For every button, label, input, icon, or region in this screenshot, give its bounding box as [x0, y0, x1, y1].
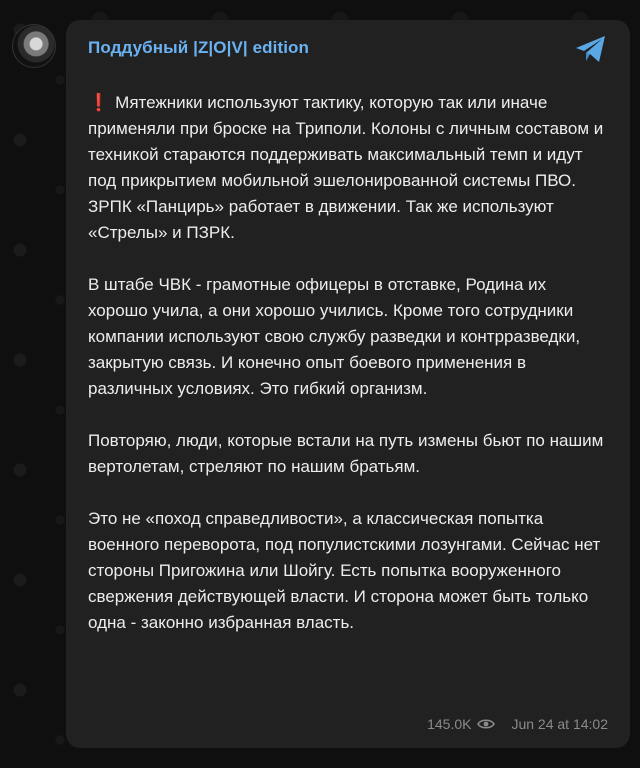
message-text — [88, 90, 610, 636]
timestamp: Jun 24 at 14:02 — [511, 716, 608, 732]
channel-name[interactable]: Поддубный |Z|O|V| edition — [88, 38, 309, 57]
views-counter — [427, 716, 495, 732]
paragraph-text: Мятежники используют тактику, которую так или иначе применяли при броске на Триполи. Колоны с личным составом и техникой стараются поддерживать максимальный темп и идут под прикрытием мобильной эшелонированной системы ПВО. ЗРПК «Панцирь» работает в движении. Так же используют «Стрелы» и ПЗРК. — [88, 93, 604, 242]
paragraph: Это не «поход справедливости», а классическая попытка военного переворота, под популистскими лозунгами. Сейчас нет стороны Пригожина или Шойгу. Есть попытка вооруженного свержения действующей власти. И сторона может быть только одна - законно избранная власть. — [88, 509, 601, 632]
message-meta — [427, 716, 608, 732]
paragraph: Повторяю, люди, которые встали на путь измены бьют по нашим вертолетам, стреляют по нашим братьям. — [88, 431, 604, 476]
eye-icon — [477, 718, 495, 730]
share-icon[interactable] — [574, 34, 608, 64]
paragraph — [88, 90, 610, 246]
paragraph: В штабе ЧВК - грамотные офицеры в отставке, Родина их хорошо учила, а они хорошо учились. Кроме того сотрудники компании используют свою службу разведки и контрразведки, закрытую связь. И конечно опыт боевого применения в различных условиях. Это гибкий организм. — [88, 275, 581, 398]
views-count: 145.0K — [427, 716, 472, 732]
channel-avatar[interactable] — [12, 24, 56, 68]
message-bubble — [66, 20, 630, 748]
exclamation-icon: ❗ — [88, 93, 110, 112]
